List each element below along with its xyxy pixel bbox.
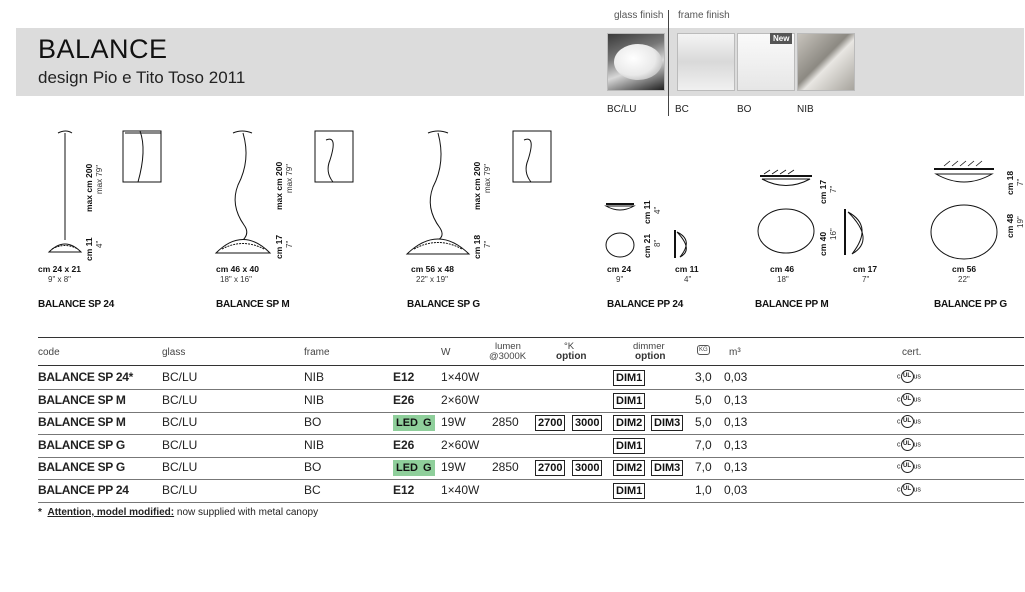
ppm-width-in: 18" [777,275,789,284]
cert-c: c [897,463,901,471]
row-code: BALANCE SP M [38,392,126,407]
pp24-height-cm: cm 21 [642,233,652,258]
dimmer-option: DIM1 [613,393,645,409]
spg-max-in: max 79" [483,163,492,193]
row-glass: BC/LU [162,370,198,384]
spg-height-cm: cm 18 [472,234,482,259]
spg-base-cm: cm 56 x 48 [411,264,455,274]
row-volume: 0,03 [724,482,748,497]
kelvin-option: 3000 [572,460,602,476]
dimmer-option: DIM1 [613,438,645,454]
col-header-kelvin: °K [564,341,575,352]
cert-us: us [913,463,921,471]
ppg-height-cm: cm 48 [1005,213,1015,238]
row-divider [38,412,1024,413]
cert-us: us [913,395,921,403]
row-frame: NIB [304,370,325,384]
page-subtitle: design Pio e Tito Toso 2011 [38,68,246,87]
row-frame: NIB [304,392,325,407]
cert-us: us [913,373,921,381]
finish-code-nib: NIB [797,104,814,115]
pp24-width-in: 9" [616,275,624,284]
col-header-cert: cert. [902,347,922,358]
drawing-pp-m [758,176,863,255]
col-header-w: W [441,347,451,358]
cert-us: us [913,440,921,448]
glass-finish-label: glass finish [614,10,664,21]
led-badge: LED [393,415,421,431]
spm-max-in: max 79" [285,163,294,193]
model-name-sp-g: BALANCE SP G [407,299,480,310]
row-volume: 0,03 [724,370,748,384]
row-watt: 2×60W [441,392,480,407]
table-header-rule [38,365,1024,366]
col-header-lumen-sub: @3000K [489,351,527,362]
row-code: BALANCE SP 24* [38,370,133,384]
table-top-rule [38,337,1024,338]
ppm-width-cm: cm 46 [770,264,795,274]
cert-mark [897,415,921,428]
led-badge: LED [393,460,421,476]
spg-height-in: 7" [483,240,492,248]
row-socket: E26 [393,437,415,452]
row-glass: BC/LU [162,482,198,497]
row-weight: 7,0 [695,437,712,452]
cert-us: us [913,485,921,493]
ul-icon: UL [901,393,914,406]
model-name-pp-m: BALANCE PP M [755,299,829,310]
grade-badge: G [420,415,435,431]
cert-mark [897,393,921,406]
grade-badge: G [420,460,435,476]
col-header-lumen: lumen [495,341,521,352]
ppg-width-in: 22" [958,275,970,284]
dimmer-option: DIM1 [613,483,645,499]
ul-icon: UL [901,438,914,451]
pp24-width-cm: cm 24 [607,264,632,274]
footnote-text: now supplied with metal canopy [174,507,319,518]
spg-max-cm: max cm 200 [472,161,482,210]
ul-icon: UL [901,415,914,428]
pp24-thick-in: 4" [684,275,692,284]
ppm-thick-in: 7" [862,275,870,284]
row-socket: E12 [393,370,415,384]
ul-icon: UL [901,460,914,473]
sp24-base-in: 9" x 8" [48,275,72,284]
weight-icon: KG [699,347,708,353]
row-volume: 0,13 [724,437,748,452]
row-divider [38,479,1024,480]
row-socket: E12 [393,482,415,497]
spm-base-in: 18" x 16" [220,275,252,284]
page-title: BALANCE [38,34,168,64]
cert-mark [897,483,921,496]
sp24-height-cm: cm 11 [84,237,94,261]
model-name-sp-m: BALANCE SP M [216,299,290,310]
cert-c: c [897,373,901,381]
finish-code-bc-lu: BC/LU [607,104,637,115]
drawing-sp24 [49,131,161,252]
ppg-width-cm: cm 56 [952,264,977,274]
row-weight: 5,0 [695,415,712,429]
col-header-dimmer: dimmer [633,341,665,352]
row-frame: BO [304,460,322,474]
frame-finish-label: frame finish [678,10,730,21]
spm-max-cm: max cm 200 [274,161,284,210]
finish-code-bc: BC [675,104,689,115]
sp24-max-cm: max cm 200 [84,163,94,212]
row-frame: NIB [304,437,325,452]
ppg-height-in: 19" [1016,216,1025,228]
row-divider [38,434,1024,435]
sp24-max-in: max 79" [95,164,104,194]
cert-mark [897,370,921,383]
cert-c: c [897,418,901,426]
row-code: BALANCE SP G [38,437,125,452]
row-glass: BC/LU [162,415,198,429]
row-lumen: 2850 [492,415,519,429]
ppg-thick-cm: cm 18 [1005,170,1015,195]
cert-mark [897,460,921,473]
row-volume: 0,13 [724,460,748,474]
row-weight: 3,0 [695,370,712,384]
row-lumen: 2850 [492,460,519,474]
kelvin-option: 2700 [535,460,565,476]
dimmer-option: DIM3 [651,415,683,431]
row-divider [38,389,1024,390]
dimmer-option: DIM3 [651,460,683,476]
ppm-height-cm: cm 40 [818,231,828,256]
col-header-kelvin-sub: option [556,351,587,362]
pp24-depth-in: 4" [653,206,662,214]
row-frame: BO [304,415,322,429]
row-code: BALANCE SP M [38,415,126,429]
row-socket: E26 [393,392,415,407]
cert-c: c [897,440,901,448]
row-code: BALANCE PP 24 [38,482,129,497]
model-name-pp24: BALANCE PP 24 [607,299,684,310]
row-glass: BC/LU [162,437,198,452]
ppm-thick-cm: cm 17 [853,264,878,274]
col-header-volume: m³ [729,347,741,358]
pp24-depth-cm: cm 11 [642,200,652,224]
ppm-depth-cm: cm 17 [818,179,828,204]
ppg-thick-in: 7" [1016,178,1025,186]
model-name-pp-g: BALANCE PP G [934,299,1007,310]
dimmer-option: DIM2 [613,415,645,431]
dimmer-option: DIM2 [613,460,645,476]
row-watt: 2×60W [441,437,480,452]
cert-us: us [913,418,921,426]
cert-mark [897,438,921,451]
row-volume: 0,13 [724,415,748,429]
row-weight: 1,0 [695,482,712,497]
kelvin-option: 3000 [572,415,602,431]
row-watt: 1×40W [441,370,480,384]
ul-icon: UL [901,370,914,383]
row-weight: 7,0 [695,460,712,474]
row-code: BALANCE SP G [38,460,125,474]
col-header-frame: frame [304,347,330,358]
spg-base-in: 22" x 19" [416,275,448,284]
ul-icon: UL [901,483,914,496]
sp24-base-cm: cm 24 x 21 [38,264,82,274]
row-glass: BC/LU [162,460,198,474]
row-glass: BC/LU [162,392,198,407]
model-name-sp24: BALANCE SP 24 [38,299,115,310]
ppm-height-in: 16" [829,228,838,240]
spm-height-in: 7" [285,240,294,248]
footnote-star: * [38,507,42,518]
ppm-depth-in: 7" [829,185,838,193]
drawing-pp-g [931,169,997,259]
row-watt: 1×40W [441,482,480,497]
row-watt: 19W [441,415,466,429]
row-divider [38,502,1024,503]
new-badge: New [770,33,792,44]
kelvin-option: 2700 [535,415,565,431]
dimmer-option: DIM1 [613,370,645,386]
spm-height-cm: cm 17 [274,234,284,259]
footnote [38,507,318,518]
row-divider [38,457,1024,458]
spm-base-cm: cm 46 x 40 [216,264,260,274]
col-header-code: code [38,347,60,358]
col-header-glass: glass [162,347,186,358]
pp24-thick-cm: cm 11 [675,264,699,274]
cert-c: c [897,395,901,403]
col-header-dimmer-sub: option [635,351,666,362]
finish-code-bo: BO [737,104,752,115]
row-frame: BC [304,482,321,497]
pp24-height-in: 8" [653,239,662,247]
sp24-height-in: 4" [95,240,104,248]
row-volume: 0,13 [724,392,748,407]
row-watt: 19W [441,460,466,474]
row-weight: 5,0 [695,392,712,407]
footnote-attention: Attention, model modified: [47,507,175,518]
cert-c: c [897,485,901,493]
